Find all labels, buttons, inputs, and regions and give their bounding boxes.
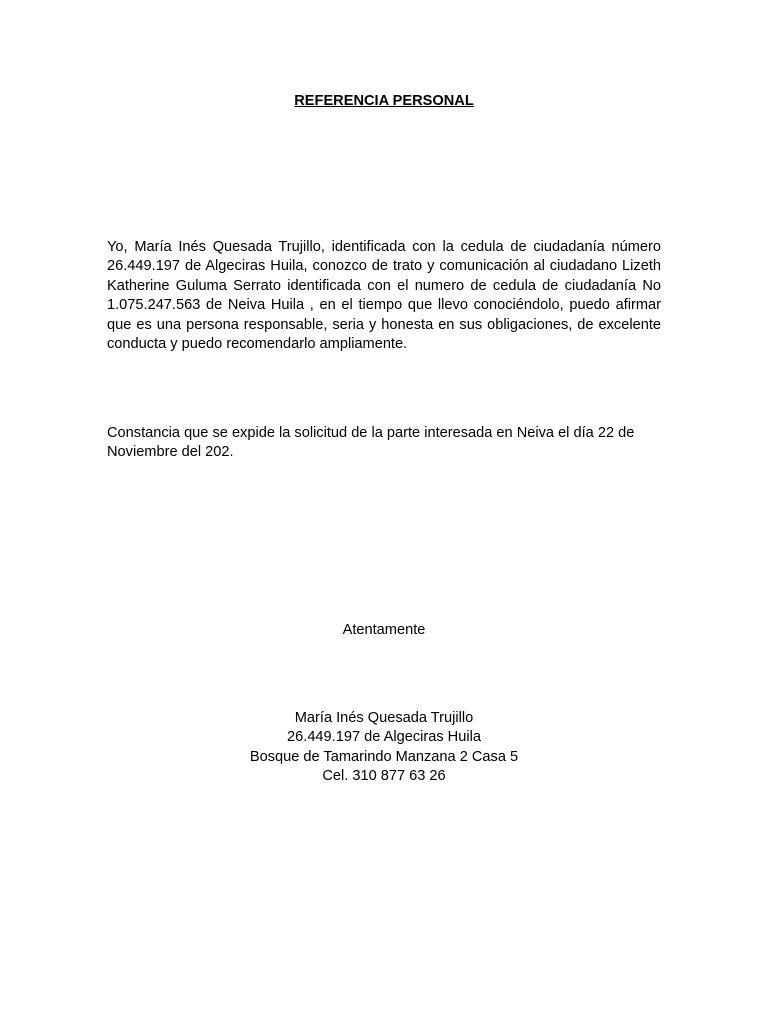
closing-line: Atentamente xyxy=(342,622,426,638)
signature-id: 26.449.197 de Algeciras Huila xyxy=(287,729,481,746)
signature-phone: Cel. 310 877 63 26 xyxy=(322,768,446,785)
document-title: REFERENCIA PERSONAL xyxy=(294,93,474,109)
body-paragraph: Yo, María Inés Quesada Trujillo, identificada con la cedula de ciudadanía número 26.449.197 de Algeciras Huila, conozco de trato y comunicación al ciudadano Lizeth Katherine Guluma Serrato identificada con el numero de cedula de ciudadanía No 1.075.247.563 de Neiva Huila , en el tiempo que llevo conociéndolo, puedo afirmar que es una persona responsable, seria y honesta en sus obligaciones, de excelente conducta y puedo recomendarlo ampliamente. xyxy=(107,239,661,353)
signature-name: María Inés Quesada Trujillo xyxy=(294,710,474,726)
constancia-paragraph: Constancia que se expide la solicitud de la parte interesada en Neiva el día 22 de Noviembre del 202. xyxy=(107,425,635,461)
signature-block xyxy=(0,709,768,787)
signature-address: Bosque de Tamarindo Manzana 2 Casa 5 xyxy=(249,748,519,765)
